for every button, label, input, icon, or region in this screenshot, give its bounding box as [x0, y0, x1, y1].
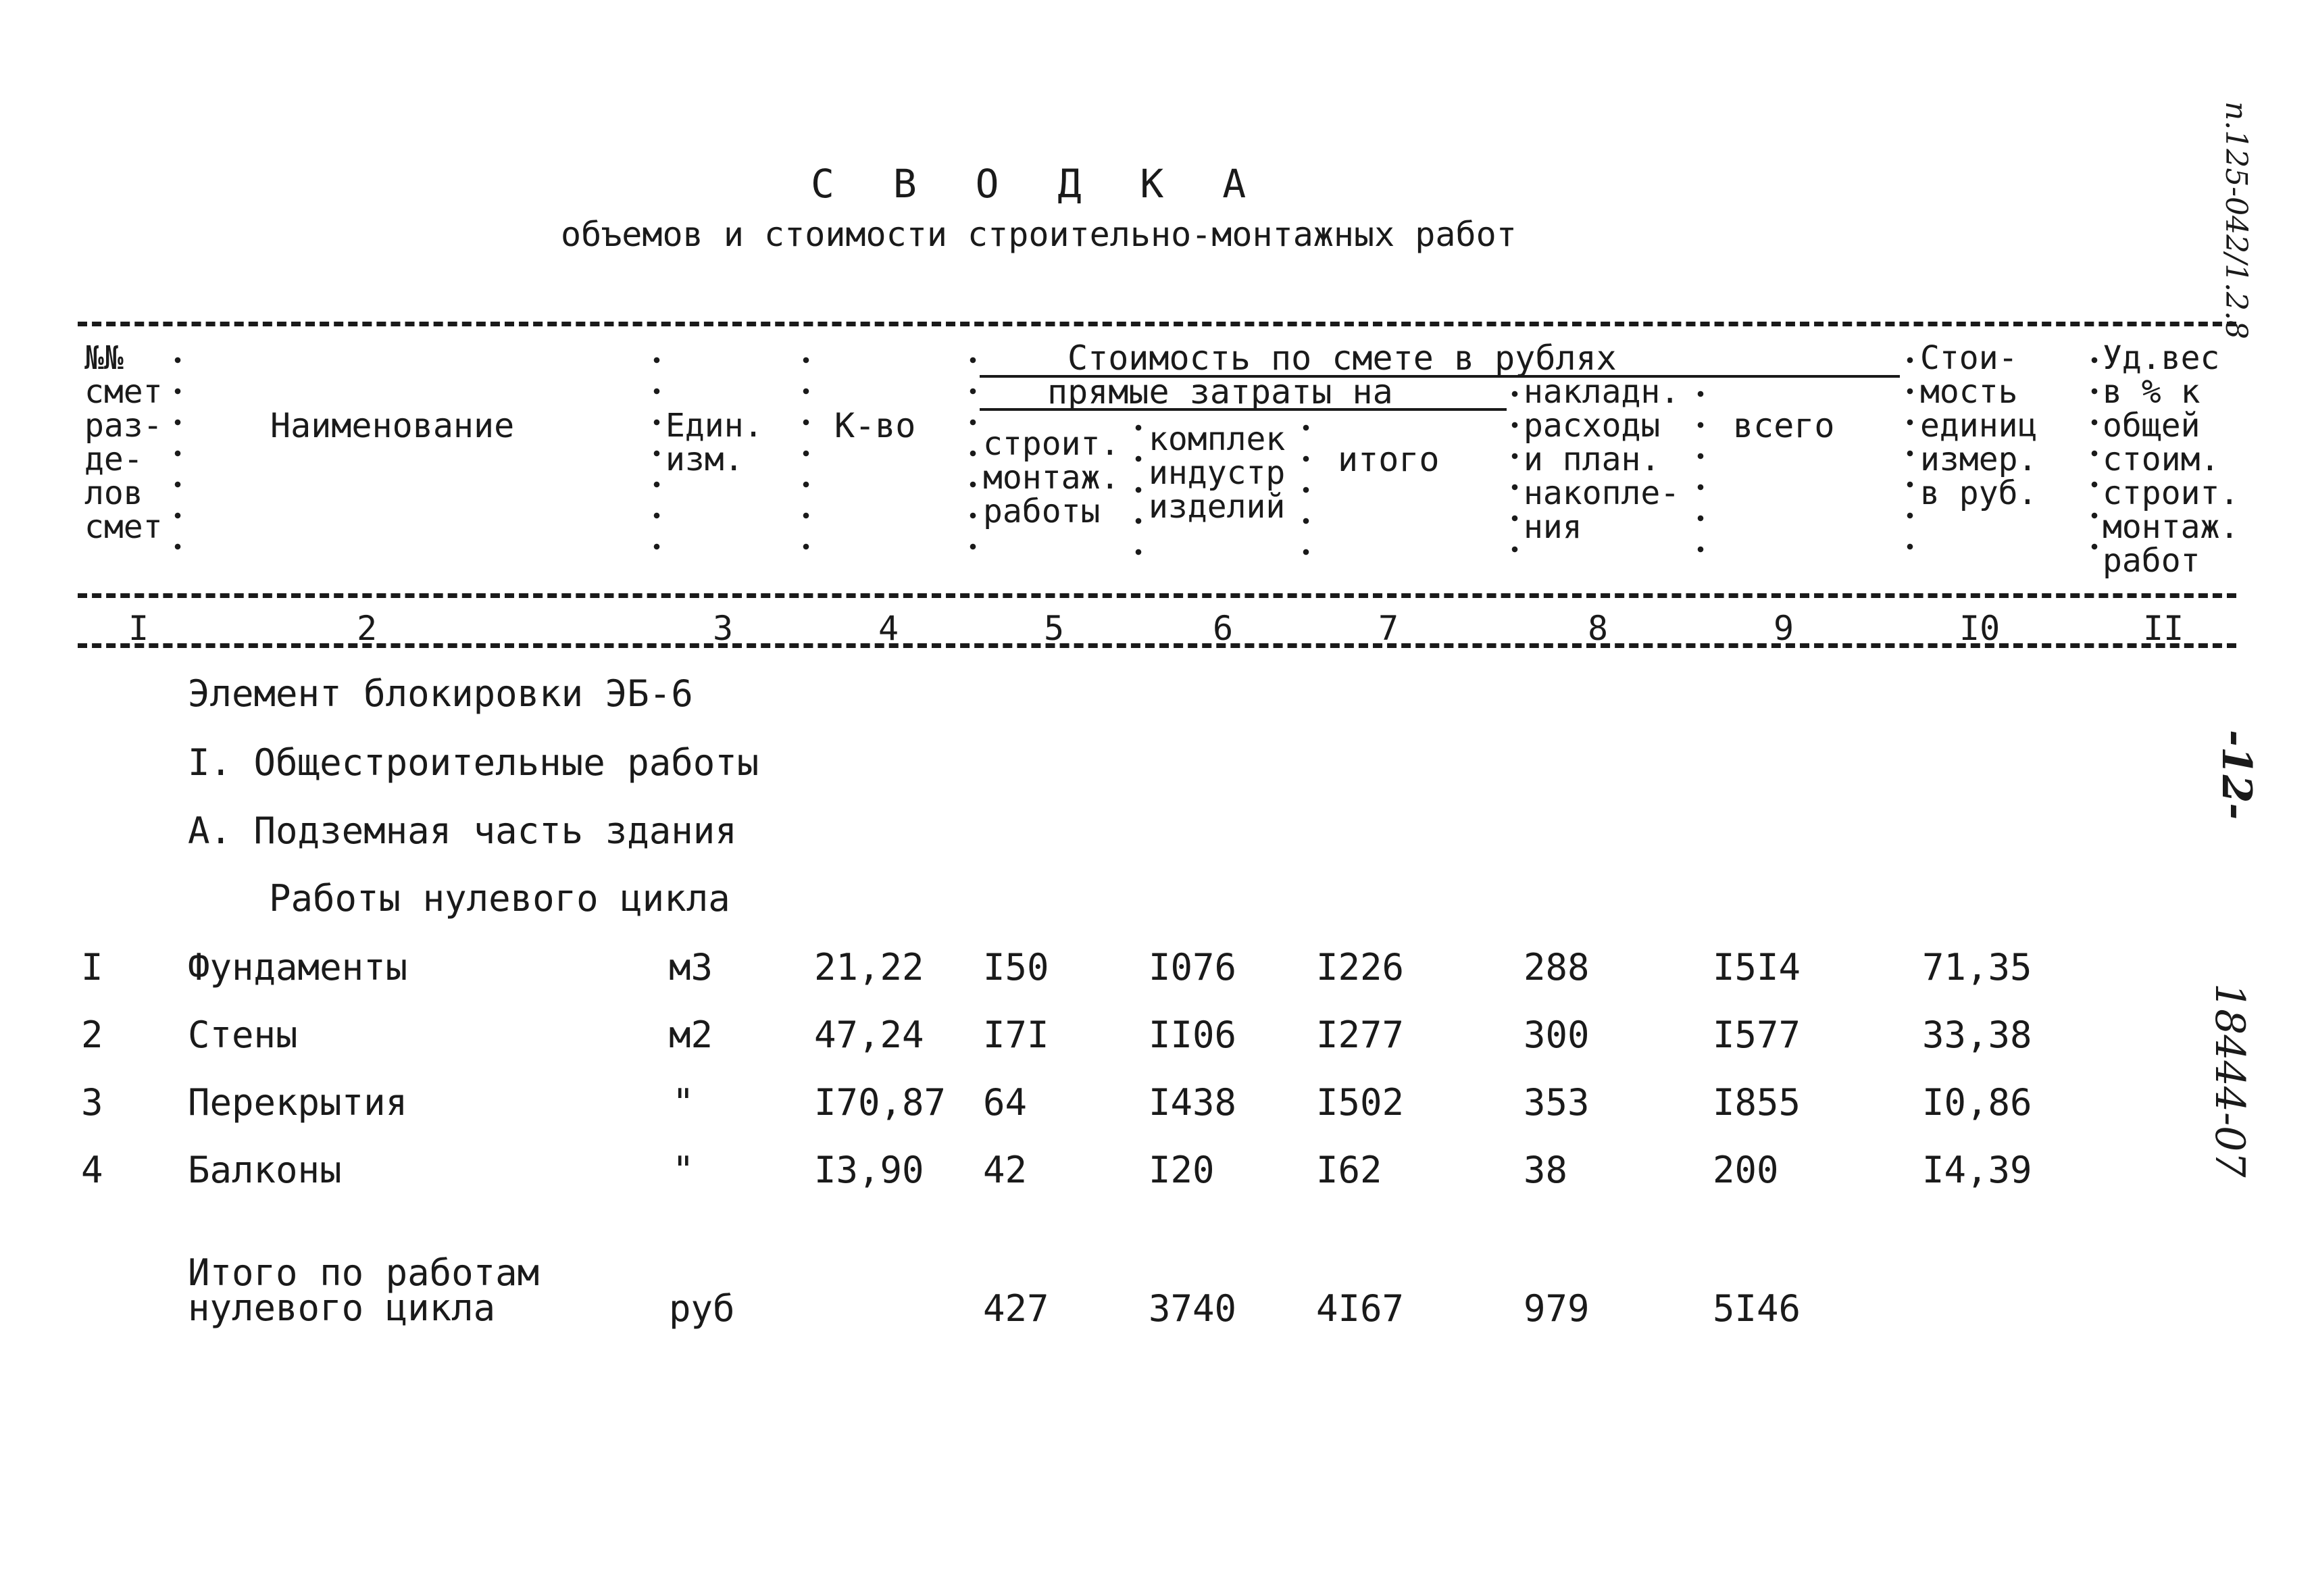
row-qty: 21,22	[814, 946, 924, 989]
col-number: 9	[1774, 609, 1794, 648]
total-c6: 3740	[1149, 1287, 1237, 1330]
header-unit: Един. изм.	[665, 407, 763, 478]
row-no: 3	[81, 1081, 103, 1124]
col-sep	[1697, 378, 1704, 574]
row-c6: I20	[1149, 1149, 1215, 1191]
header-unit-cost: Стои- мость единиц измер. в руб.	[1920, 339, 2038, 512]
inventory-number: 18444-07	[2206, 983, 2253, 1178]
total-c8: 979	[1524, 1287, 1590, 1330]
col-sep	[1303, 412, 1309, 574]
row-c9: I577	[1713, 1014, 1801, 1056]
col-number: 6	[1213, 609, 1234, 648]
total-c5: 427	[983, 1287, 1049, 1330]
document-code: п.125-042/1.2.8	[2219, 101, 2253, 339]
total-c9: 5I46	[1713, 1287, 1801, 1330]
col-number: II	[2143, 609, 2184, 648]
header-qty: К-во	[834, 406, 916, 445]
row-c8: 300	[1524, 1014, 1590, 1056]
header-total: всего	[1733, 406, 1835, 445]
section-element: Элемент блокировки ЭБ-6	[188, 672, 693, 715]
row-name: Балконы	[188, 1149, 342, 1191]
row-c7: I502	[1316, 1081, 1405, 1124]
row-c8: 288	[1524, 946, 1590, 989]
row-unit: м3	[669, 946, 713, 989]
row-c7: I226	[1316, 946, 1405, 989]
row-c8: 353	[1524, 1081, 1590, 1124]
row-c9: I855	[1713, 1081, 1801, 1124]
row-no: 4	[81, 1149, 103, 1191]
row-name: Фундаменты	[188, 946, 408, 989]
col-number: I	[128, 609, 149, 648]
header-cost-group: Стоимость по смете в рублях	[1067, 339, 1617, 378]
header-industrial: комплек индустр изделий	[1149, 420, 1286, 526]
header-direct-costs: прямые затраты на	[1047, 372, 1393, 412]
total-c7: 4I67	[1316, 1287, 1405, 1330]
row-c7: I277	[1316, 1014, 1405, 1056]
row-name: Стены	[188, 1014, 298, 1056]
row-c5: 64	[983, 1081, 1028, 1124]
header-share: Уд.вес в % к общей стоим. строит. монтаж. работ	[2103, 339, 2240, 580]
row-qty: 47,24	[814, 1014, 924, 1056]
row-name: Перекрытия	[188, 1081, 408, 1124]
header-name: Наименование	[270, 406, 515, 445]
section-part: I. Общестроительные работы	[188, 741, 759, 784]
document-subtitle: объемов и стоимости строительно-монтажных работ	[561, 215, 1517, 254]
header-mid-rule	[78, 593, 2236, 598]
row-unit: "	[672, 1081, 695, 1124]
col-sep	[803, 345, 809, 574]
row-c5: 42	[983, 1149, 1028, 1191]
section-group: Работы нулевого цикла	[269, 877, 730, 920]
col-sep	[970, 345, 976, 574]
row-c8: 38	[1524, 1149, 1568, 1191]
col-number: 5	[1044, 609, 1065, 648]
row-unit: м2	[669, 1014, 713, 1056]
row-c6: II06	[1149, 1014, 1237, 1056]
row-no: I	[81, 946, 103, 989]
row-c5: I50	[983, 946, 1049, 989]
header-subtotal: итого	[1338, 440, 1440, 479]
col-number: 3	[713, 609, 734, 648]
row-no: 2	[81, 1014, 103, 1056]
col-sep	[1511, 378, 1518, 574]
header-construction: строит. монтаж. работы	[983, 425, 1120, 530]
total-unit: руб	[669, 1287, 735, 1330]
col-number: 8	[1588, 609, 1609, 648]
total-name: Итого по работам нулевого цикла	[188, 1251, 540, 1329]
col-sep	[1907, 345, 1913, 574]
row-c10: 71,35	[1922, 946, 2032, 989]
col-sep	[2091, 345, 2098, 574]
row-c10: 33,38	[1922, 1014, 2032, 1056]
row-c6: I076	[1149, 946, 1237, 989]
row-c9: 200	[1713, 1149, 1779, 1191]
page-number: -12-	[2213, 730, 2260, 820]
col-sep	[174, 345, 181, 574]
header-overhead: накладн. расходы и план. накопле- ния	[1524, 373, 1680, 546]
header-section-no: №№ смет раз- де- лов смет	[84, 339, 163, 546]
col-number: 4	[878, 609, 899, 648]
row-c10: I0,86	[1922, 1081, 2032, 1124]
col-sep	[1135, 412, 1142, 574]
row-c9: I5I4	[1713, 946, 1801, 989]
document-title: С В О Д К А	[811, 161, 1264, 207]
row-unit: "	[672, 1149, 695, 1191]
header-top-rule	[78, 322, 2236, 326]
row-c6: I438	[1149, 1081, 1237, 1124]
col-number: 2	[357, 609, 378, 648]
col-number: 7	[1378, 609, 1399, 648]
section-sub: А. Подземная часть здания	[188, 809, 737, 852]
row-c10: I4,39	[1922, 1149, 2032, 1191]
col-number: I0	[1959, 609, 2001, 648]
row-c7: I62	[1316, 1149, 1382, 1191]
row-qty: I3,90	[814, 1149, 924, 1191]
row-qty: I70,87	[814, 1081, 947, 1124]
header-bottom-rule	[78, 643, 2236, 648]
col-sep	[653, 345, 660, 574]
row-c5: I7I	[983, 1014, 1049, 1056]
